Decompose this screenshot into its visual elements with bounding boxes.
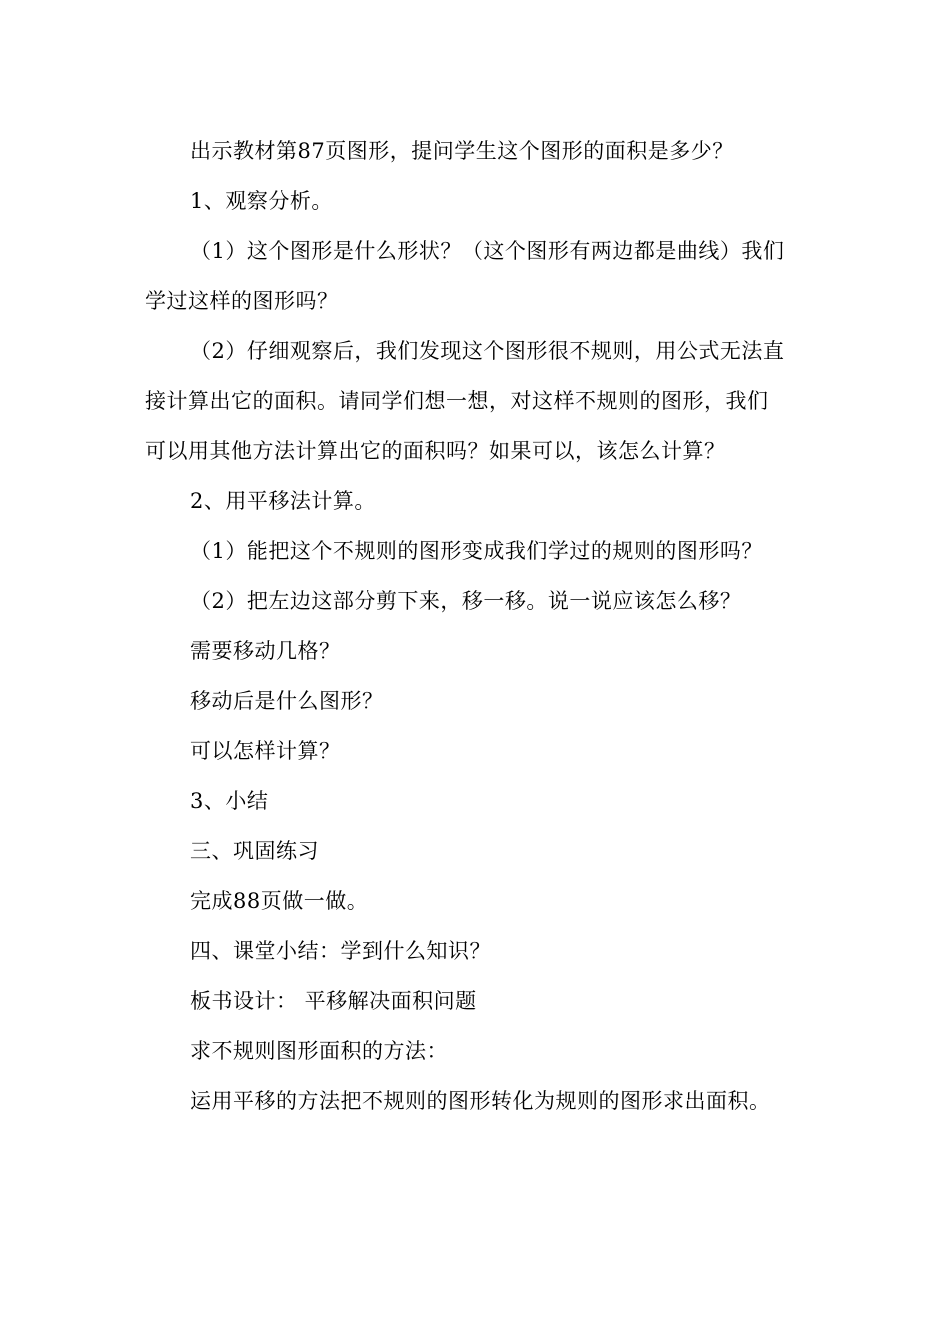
step-3-heading: 3、小结 (190, 789, 269, 813)
question-2-line-3: 可以用其他方法计算出它的面积吗？如果可以，该怎么计算？ (145, 439, 726, 463)
step-2-question-1: （1）能把这个不规则的图形变成我们学过的规则的图形吗？ (190, 539, 763, 563)
step-1-heading: 1、观察分析。 (190, 189, 333, 213)
exercise-line: 完成88页做一做。 (190, 889, 369, 913)
shape-after-move-question: 移动后是什么图形？ (190, 689, 384, 713)
how-to-calculate-question: 可以怎样计算？ (190, 739, 341, 763)
question-2-line-1: （2）仔细观察后，我们发现这个图形很不规则，用公式无法直 (190, 339, 785, 363)
question-1-line-2: 学过这样的图形吗？ (145, 289, 339, 313)
section-3-heading: 三、巩固练习 (190, 839, 319, 863)
question-1-line-1: （1）这个图形是什么形状？（这个图形有两边都是曲线）我们 (190, 239, 785, 263)
section-4-heading: 四、课堂小结：学到什么知识？ (190, 939, 491, 963)
method-heading: 求不规则图形面积的方法： (190, 1039, 448, 1063)
method-description: 运用平移的方法把不规则的图形转化为规则的图形求出面积。 (190, 1089, 771, 1113)
board-design-line: 板书设计： 平移解决面积问题 (190, 989, 477, 1013)
intro-question: 出示教材第87页图形，提问学生这个图形的面积是多少？ (190, 139, 734, 163)
step-2-question-2: （2）把左边这部分剪下来，移一移。说一说应该怎么移？ (190, 589, 742, 613)
question-2-line-2: 接计算出它的面积。请同学们想一想，对这样不规则的图形，我们 (145, 389, 769, 413)
move-grid-question: 需要移动几格？ (190, 639, 341, 663)
step-2-heading: 2、用平移法计算。 (190, 489, 376, 513)
